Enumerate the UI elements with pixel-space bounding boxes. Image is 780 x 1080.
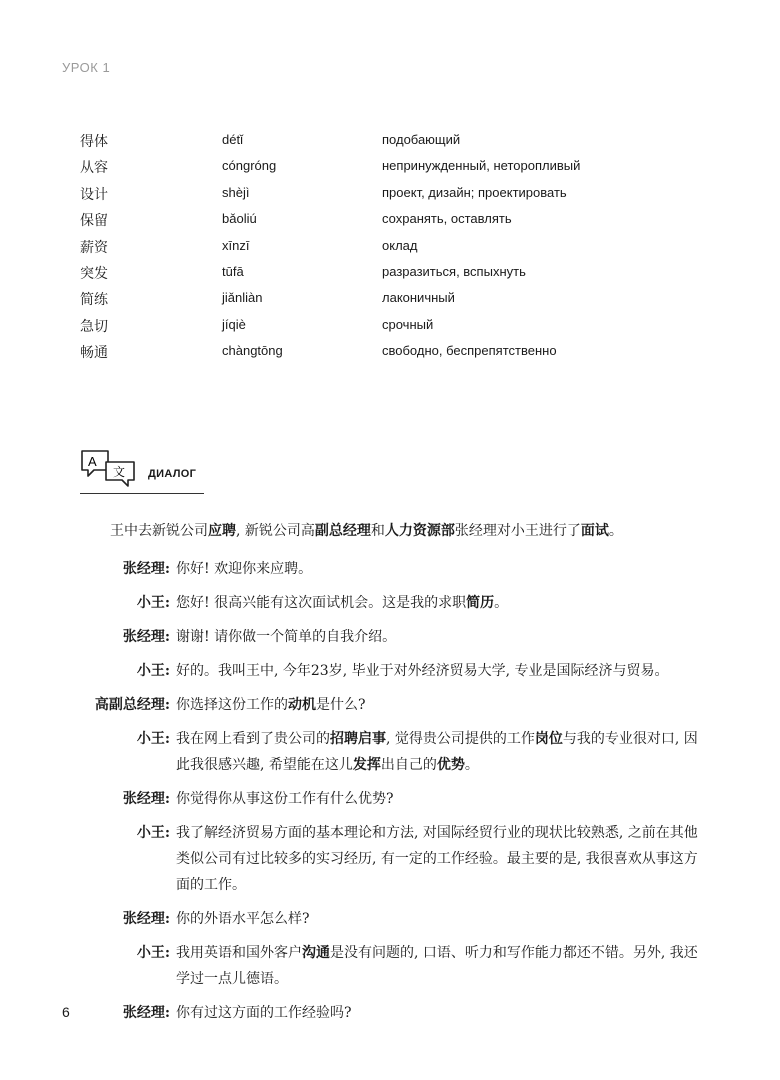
vocab-row [80, 207, 700, 233]
vocab-russian: разразиться, вспыхнуть [382, 263, 526, 279]
speaker-name: 高副总经理: [94, 697, 170, 713]
text-run: 好的。我叫王中, 今年23岁, 毕业于对外经济贸易大学, 专业是国际经济与贸易。 [176, 663, 669, 679]
speaker-name: 小王: [136, 731, 170, 747]
dialog-section-header [80, 448, 204, 494]
vocab-russian: срочный [382, 316, 434, 332]
text-run: 张经理对小王进行了 [454, 523, 581, 539]
vocab-russian: оклад [382, 237, 418, 253]
vocab-pinyin: détǐ [222, 132, 243, 147]
text-run: 你选择这份工作的 [176, 697, 288, 713]
vocab-hanzi: 畅通 [80, 345, 108, 362]
text-run: 你好! 欢迎你来应聘。 [176, 561, 313, 577]
speech-text [176, 726, 702, 778]
text-run: 谢谢! 请你做一个简单的自我介绍。 [176, 629, 397, 645]
speaker-name: 张经理: [122, 561, 170, 577]
vocab-pinyin: cóngróng [222, 158, 277, 174]
speech-text [176, 786, 702, 812]
text-run: 。 [464, 757, 479, 773]
speaker-name: 小王: [136, 595, 170, 611]
speaker-name: 张经理: [122, 791, 170, 807]
header-underline [80, 493, 204, 494]
dialogue-line [62, 906, 702, 932]
speech-text [176, 556, 702, 582]
running-head: УРОК 1 [62, 60, 111, 75]
dialog-intro [110, 520, 623, 540]
vocab-hanzi: 突发 [80, 265, 108, 282]
text-run: 你有过这方面的工作经验吗? [176, 1005, 352, 1021]
text-run: 出自己的 [380, 757, 437, 773]
dialogue-line [62, 1000, 702, 1026]
vocab-hanzi: 设计 [80, 186, 108, 203]
dialogue-line [62, 658, 702, 684]
vocab-pinyin: xīnzī [222, 237, 250, 253]
speaker-name: 张经理: [122, 629, 170, 645]
keyword: 简历 [466, 595, 495, 611]
keyword: 副总经理 [314, 523, 371, 539]
keyword: 面试 [580, 523, 609, 539]
vocab-russian: непринужденный, неторопливый [382, 158, 581, 174]
icon-letter-chinese: 文 [113, 465, 126, 479]
dialogue-line [62, 624, 702, 650]
text-run: 。 [608, 523, 623, 539]
speaker-name: 小王: [136, 825, 170, 841]
speaker-name: 张经理: [122, 911, 170, 927]
text-run: 我了解经济贸易方面的基本理论和方法, 对国际经贸行业的现状比较熟悉, 之前在其他类似公司有过比较多的实习经历, 有一定的工作经验。最主要的是, 我很喜欢从事这方面的工作。 [176, 825, 698, 893]
text-run: 和 [370, 523, 385, 539]
vocab-hanzi: 从容 [80, 160, 108, 177]
keyword: 动机 [288, 697, 316, 713]
vocab-pinyin: jiǎnliàn [222, 290, 263, 306]
vocab-row [80, 181, 700, 207]
translate-speech-bubbles-icon [80, 448, 140, 488]
speaker-name: 小王: [136, 663, 170, 679]
vocab-hanzi: 急切 [80, 318, 108, 335]
speech-text [176, 692, 702, 718]
vocab-hanzi: 简练 [80, 292, 108, 309]
vocab-row [80, 154, 700, 180]
speech-text [176, 906, 702, 932]
keyword: 招聘启事 [330, 731, 386, 747]
keyword: 沟通 [302, 945, 330, 961]
text-run: 您好! 很高兴能有这次面试机会。这是我的求职 [176, 595, 467, 611]
dialogue-line [62, 590, 702, 616]
dialogue [62, 556, 702, 1034]
vocab-russian: сохранять, оставлять [382, 211, 512, 227]
vocabulary-table [80, 128, 700, 366]
vocab-row [80, 128, 700, 154]
vocab-hanzi: 薪资 [80, 239, 108, 256]
speaker-name: 小王: [136, 945, 170, 961]
text-run: 是没有问题的, 口语、听力和写作能力都还不错。另外, 我还学过一点儿德语。 [176, 945, 698, 987]
dialogue-line [62, 820, 702, 898]
vocab-hanzi: 得体 [80, 134, 108, 150]
text-run: 你的外语水平怎么样? [176, 911, 310, 927]
text-run: 。 [494, 595, 509, 611]
keyword: 应聘 [208, 523, 236, 539]
dialog-title: ДИАЛОГ [148, 468, 197, 480]
icon-letter-latin: A [88, 454, 97, 469]
vocab-pinyin: jíqiè [222, 316, 246, 332]
vocab-row [80, 286, 700, 312]
keyword: 发挥 [352, 757, 381, 773]
dialogue-line [62, 940, 702, 992]
speech-text [176, 1000, 702, 1026]
speech-text [176, 940, 702, 992]
text-run: 王中去新锐公司 [110, 523, 208, 539]
vocab-pinyin: chàngtōng [222, 343, 283, 359]
text-run: 我在网上看到了贵公司的 [176, 731, 330, 747]
vocab-row [80, 339, 700, 365]
speech-text [176, 820, 702, 898]
speech-text [176, 624, 702, 650]
speech-text [176, 658, 702, 684]
text-run: 是什么? [316, 697, 366, 713]
vocab-russian: свободно, беспрепятственно [382, 343, 557, 359]
keyword: 优势 [436, 757, 465, 773]
speaker-name: 张经理: [122, 1005, 170, 1021]
dialogue-line [62, 786, 702, 812]
text-run: 你觉得你从事这份工作有什么优势? [176, 791, 394, 807]
dialogue-line [62, 726, 702, 778]
dialogue-line [62, 556, 702, 582]
vocab-hanzi: 保留 [80, 213, 108, 230]
vocab-pinyin: tūfā [222, 263, 244, 279]
text-run: , 觉得贵公司提供的工作 [386, 731, 535, 747]
vocab-russian: проект, дизайн; проектировать [382, 184, 567, 200]
vocab-russian: лаконичный [382, 290, 455, 306]
dialogue-line [62, 692, 702, 718]
speech-text [176, 590, 702, 616]
vocab-row [80, 260, 700, 286]
vocab-russian: подобающий [382, 132, 461, 147]
vocab-pinyin: shèjì [222, 184, 250, 200]
text-run: 与我的专业很对口, 因此我很感兴趣, 希望能在这儿 [176, 731, 698, 773]
keyword: 人力资源部 [384, 523, 455, 539]
text-run: , 新锐公司高 [236, 523, 315, 539]
keyword: 岗位 [534, 731, 563, 747]
page-number: 6 [62, 1004, 70, 1020]
text-run: 我用英语和国外客户 [176, 945, 302, 961]
vocab-pinyin: bǎoliú [222, 211, 257, 227]
vocab-row [80, 313, 700, 339]
vocab-row [80, 234, 700, 260]
